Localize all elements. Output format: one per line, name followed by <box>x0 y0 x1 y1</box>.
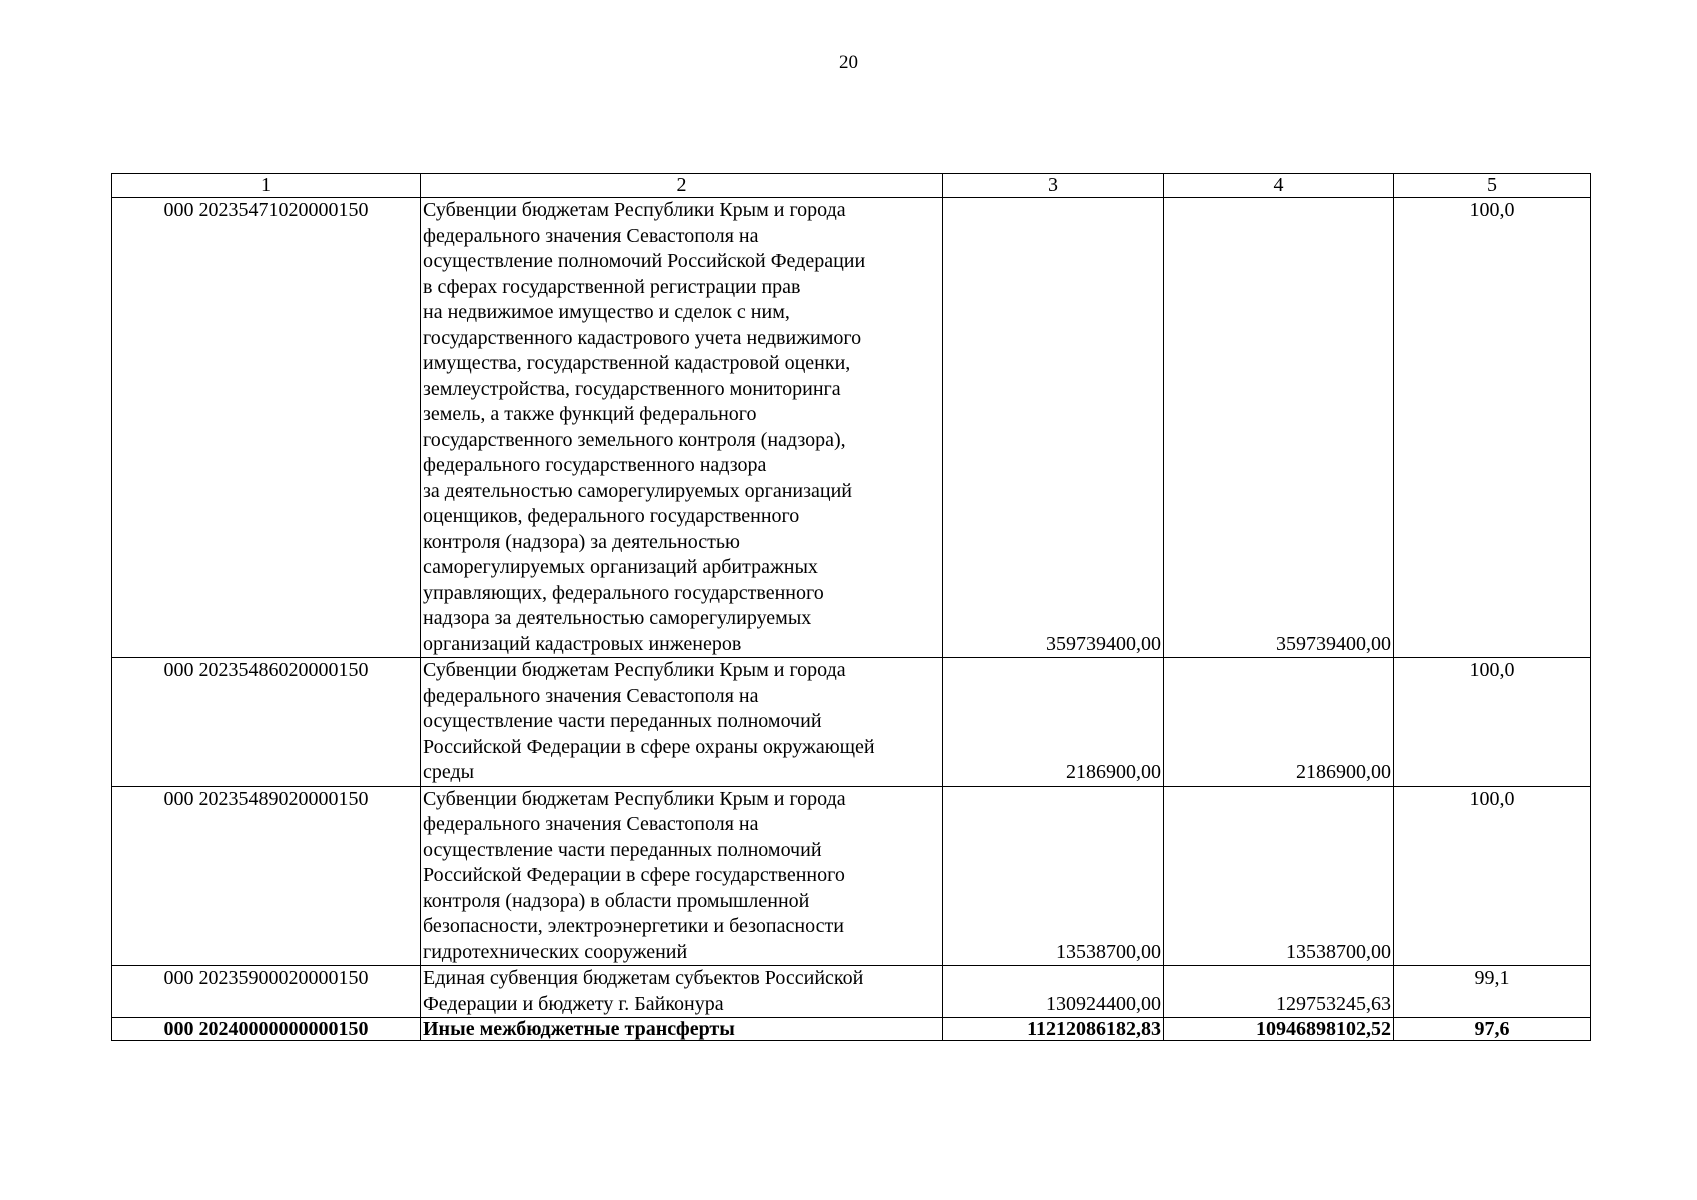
description-line: федерального государственного надзора <box>423 454 767 476</box>
row-code: 000 20235471020000150 <box>112 198 421 658</box>
description-line: надзора за деятельностью саморегулируемых <box>423 607 812 629</box>
description-line: в сферах государственной регистрации прав <box>423 275 801 298</box>
description-line: государственного земельного контроля (надзора), <box>423 428 846 451</box>
description-line: безопасности, электроэнергетики и безопасности <box>423 915 844 937</box>
row-description <box>421 198 943 658</box>
row-value-col4: 13538700,00 <box>1164 786 1394 966</box>
description-line: контроля (надзора) в области промышленной <box>423 889 810 912</box>
description-line: федерального значения Севастополя на <box>423 684 759 707</box>
row-percent: 99,1 <box>1394 966 1591 1018</box>
description-line: федерального значения Севастополя на <box>423 813 759 835</box>
row-value-col3: 130924400,00 <box>943 966 1164 1018</box>
column-header: 5 <box>1394 174 1591 198</box>
table-row <box>112 658 1591 787</box>
total-code: 000 20240000000000150 <box>112 1018 421 1041</box>
description-line: саморегулируемых организаций арбитражных <box>423 556 818 578</box>
row-value-col3: 2186900,00 <box>943 658 1164 787</box>
column-header: 4 <box>1164 174 1394 198</box>
row-value-col4: 359739400,00 <box>1164 198 1394 658</box>
description-line: Субвенции бюджетам Республики Крым и города <box>423 787 846 810</box>
description-line: управляющих, федерального государственного <box>423 581 824 604</box>
total-value-col3: 11212086182,83 <box>943 1018 1164 1041</box>
row-description <box>421 786 943 966</box>
row-percent: 100,0 <box>1394 198 1591 658</box>
description-line: земель, а также функций федерального <box>423 403 757 425</box>
description-line: имущества, государственной кадастровой оценки, <box>423 352 851 374</box>
row-code: 000 20235489020000150 <box>112 786 421 966</box>
description-line: организаций кадастровых инженеров <box>423 632 742 655</box>
table-header-row <box>112 174 1591 198</box>
row-percent: 100,0 <box>1394 658 1591 787</box>
total-percent: 97,6 <box>1394 1018 1591 1041</box>
row-code: 000 20235486020000150 <box>112 658 421 787</box>
description-line: среды <box>423 761 475 783</box>
row-value-col3: 359739400,00 <box>943 198 1164 658</box>
table-total-row <box>112 1018 1591 1041</box>
description-line: гидротехнических сооружений <box>423 940 688 963</box>
description-line: на недвижимое имущество и сделок с ним, <box>423 301 790 323</box>
description-line: оценщиков, федерального государственного <box>423 505 800 527</box>
description-line: федерального значения Севастополя на <box>423 224 759 247</box>
row-description <box>421 658 943 787</box>
description-line: осуществление части переданных полномочий <box>423 838 822 861</box>
description-line: за деятельностью саморегулируемых организаций <box>423 479 852 502</box>
row-percent: 100,0 <box>1394 786 1591 966</box>
column-header: 1 <box>112 174 421 198</box>
description-line: контроля (надзора) за деятельностью <box>423 530 740 553</box>
description-line: Субвенции бюджетам Республики Крым и города <box>423 199 846 221</box>
description-line: Российской Федерации в сфере государственного <box>423 864 845 886</box>
description-line: Субвенции бюджетам Республики Крым и города <box>423 659 846 681</box>
description-line: осуществление полномочий Российской Федерации <box>423 250 866 272</box>
table-row <box>112 786 1591 966</box>
description-line: Российской Федерации в сфере охраны окружающей <box>423 735 875 758</box>
description-line: землеустройства, государственного мониторинга <box>423 377 841 400</box>
column-header: 3 <box>943 174 1164 198</box>
description-line: Единая субвенция бюджетам субъектов Российской <box>423 967 864 989</box>
row-code: 000 20235900020000150 <box>112 966 421 1018</box>
total-description: Иные межбюджетные трансферты <box>421 1018 943 1041</box>
row-value-col3: 13538700,00 <box>943 786 1164 966</box>
column-header: 2 <box>421 174 943 198</box>
total-value-col4: 10946898102,52 <box>1164 1018 1394 1041</box>
table-row <box>112 966 1591 1018</box>
row-value-col4: 2186900,00 <box>1164 658 1394 787</box>
description-line: государственного кадастрового учета недвижимого <box>423 326 862 349</box>
description-line: Федерации и бюджету г. Байконура <box>423 992 724 1015</box>
description-line: осуществление части переданных полномочий <box>423 710 822 732</box>
page-number: 20 <box>839 52 858 73</box>
table-row <box>112 198 1591 658</box>
row-description <box>421 966 943 1018</box>
row-value-col4: 129753245,63 <box>1164 966 1394 1018</box>
budget-table <box>111 173 1591 1041</box>
